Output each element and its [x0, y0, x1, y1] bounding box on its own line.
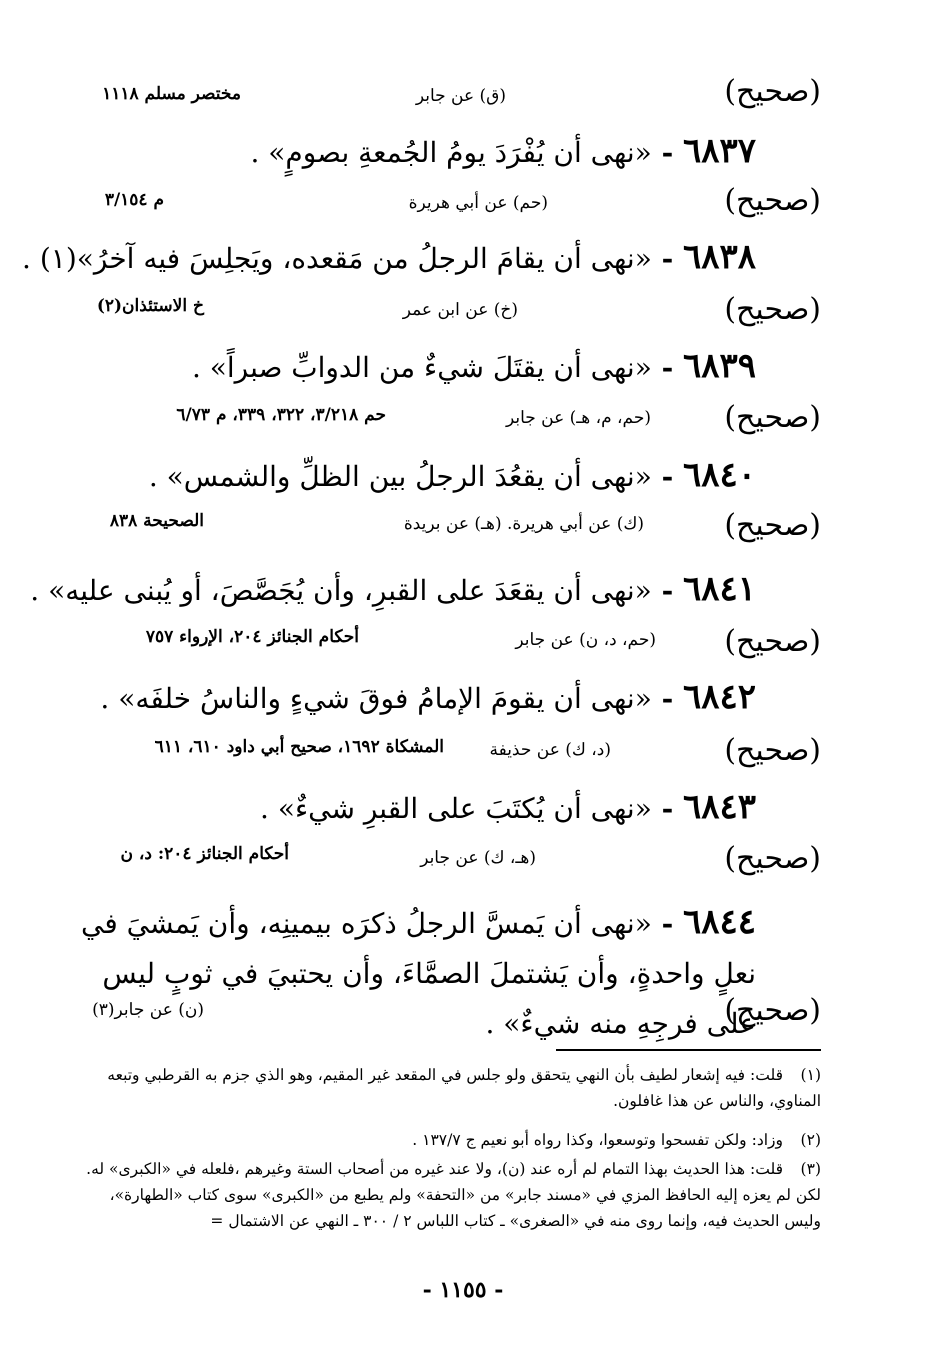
source-label: (خ) عن ابن عمر — [402, 300, 518, 320]
grade-label: (صحيح) — [724, 624, 821, 659]
reference-label: مختصر مسلم ١١١٨ — [102, 84, 241, 104]
source-label: (ق) عن جابر — [415, 86, 506, 106]
grade-label: (صحيح) — [724, 183, 821, 218]
hadith-number: ٦٨٣٩ — [682, 346, 756, 386]
page-number: - ١١٥٥ - — [422, 1277, 504, 1303]
footnote-3 — [79, 1156, 821, 1234]
hadith-6840: ٦٨٤٠ - «نهى أن يقعُدَ الرجلُ بين الظلِّ والشمس» . — [148, 455, 756, 495]
hadith-6842: ٦٨٤٢ - «نهى أن يقومَ الإمامُ فوقَ شيءٍ والناسُ خلفَه» . — [100, 677, 756, 717]
reference-label: المشكاة ١٦٩٢، صحيح أبي داود ٦١٠، ٦١١ — [154, 737, 444, 757]
hadith-text: «نهى أن يُفْرَدَ يومُ الجُمعةِ بصومٍ» . — [250, 136, 652, 169]
footnote-1 — [79, 1062, 821, 1114]
source-label: (ن) عن جابر(٣) — [92, 1000, 204, 1020]
hadith-number: ٦٨٤٣ — [682, 787, 756, 827]
source-label: (هـ، ك) عن جابر — [420, 848, 536, 868]
grade-label: (صحيح) — [724, 841, 821, 876]
source-label: (د، ك) عن حذيفة — [489, 740, 611, 760]
hadith-number: ٦٨٣٧ — [682, 131, 756, 171]
grade-label: (صحيح) — [724, 993, 821, 1028]
hadith-number: ٦٨٤٢ — [682, 677, 756, 717]
source-label: (حم) عن أبي هريرة — [408, 193, 548, 213]
hadith-number: ٦٨٤١ — [682, 569, 756, 609]
reference-label: أحكام الجنائز ٢٠٤: د، ن — [120, 844, 289, 864]
source-label: (ك) عن أبي هريرة. (هـ) عن بريدة — [403, 514, 644, 534]
hadith-number: ٦٨٣٨ — [682, 237, 756, 277]
grade-label: (صحيح) — [724, 508, 821, 543]
hadith-6843: ٦٨٤٣ - «نهى أن يُكتَبَ على القبرِ شيءٌ» . — [260, 787, 756, 827]
footnote-separator — [556, 1049, 821, 1051]
footnote-text: قلت: هذا الحديث بهذا التمام لم أره عند (ن)، ولا عند غيره من أصحاب الستة وغيرهم ،فلعله في «الكبرى» له. لكن لم يعزه إليه الحافظ المزي في «مسند جابر» من «التحفة» ولم يطبع من «الكبرى» سوى كتاب «الطهارة»، وليس الحديث فيه، وإنما روى منه في «الصغرى» ـ كتاب اللباس ٢ / ٣٠٠ ـ النهي عن الاشتمال = — [86, 1160, 821, 1230]
hadith-number: ٦٨٤٠ — [682, 455, 756, 495]
reference-label: الصحيحة ٨٣٨ — [109, 511, 204, 531]
reference-label: خ الاستئذان(٢) — [96, 296, 204, 316]
hadith-text: «نهى أن يقعُدَ الرجلُ بين الظلِّ والشمس» . — [148, 460, 652, 493]
hadith-6839: ٦٨٣٩ - «نهى أن يقتَلَ شيءٌ من الدوابِّ صبراً» . — [191, 346, 756, 386]
footnote-2 — [79, 1127, 821, 1153]
footnote-text: قلت: فيه إشعار لطيف بأن النهي يتحقق ولو جلس في المقعد غير المقيم، وهو الذي جزم به القرطبي وتبعه المناوي، والناس عن هذا غافلون. — [107, 1066, 821, 1110]
hadith-text: «نهى أن يقامَ الرجلُ من مَقعده، ويَجلِسَ فيه آخرُ»(١) . — [22, 242, 652, 275]
grade-label: (صحيح) — [724, 74, 821, 109]
hadith-number: ٦٨٤٤ — [682, 902, 756, 942]
footnote-mark: (١) — [800, 1066, 821, 1084]
hadith-6844: ٦٨٤٤ - «نهى أن يَمسَّ الرجلُ ذكرَه بيمينِه، وأن يَمشيَ في نعلٍ واحدةٍ، وأن يَشتملَ الصمَّاءَ، وأن يحتبيَ في ثوبٍ ليس على فرجِهِ منه شيءٌ» . — [80, 902, 756, 1040]
reference-label: حم ٣/٢١٨، ٣٢٢، ٣٣٩، م ٦/٧٣ — [176, 405, 386, 425]
grade-label: (صحيح) — [724, 400, 821, 435]
footnote-mark: (٢) — [800, 1131, 821, 1149]
footnote-mark: (٣) — [800, 1160, 821, 1178]
hadith-text: «نهى أن يُكتَبَ على القبرِ شيءٌ» . — [260, 792, 652, 825]
hadith-text: «نهى أن يقعَدَ على القبرِ، وأن يُجَصَّصَ، أو يُبنى عليه» . — [30, 574, 652, 607]
grade-label: (صحيح) — [724, 733, 821, 768]
hadith-text: «نهى أن يقتَلَ شيءٌ من الدوابِّ صبراً» . — [191, 351, 652, 384]
footnote-text: وزاد: ولكن تفسحوا وتوسعوا، وكذا رواه أبو نعيم ج ١٣٧/٧ . — [412, 1131, 783, 1149]
grade-label: (صحيح) — [724, 292, 821, 327]
source-label: (حم، د، ن) عن جابر — [515, 630, 656, 650]
reference-label: أحكام الجنائز ٢٠٤، الإرواء ٧٥٧ — [145, 627, 359, 647]
hadith-6838: ٦٨٣٨ - «نهى أن يقامَ الرجلُ من مَقعده، ويَجلِسَ فيه آخرُ»(١) . — [22, 237, 756, 277]
source-label: (حم، م، هـ) عن جابر — [505, 408, 651, 428]
hadith-text: «نهى أن يَمسَّ الرجلُ ذكرَه بيمينِه، وأن يَمشيَ في نعلٍ واحدةٍ، وأن يَشتملَ الصمَّاءَ، وأن يحتبيَ في ثوبٍ ليس على فرجِهِ منه شيءٌ» . — [80, 907, 756, 1040]
hadith-text: «نهى أن يقومَ الإمامُ فوقَ شيءٍ والناسُ خلفَه» . — [100, 682, 652, 715]
hadith-6841: ٦٨٤١ - «نهى أن يقعَدَ على القبرِ، وأن يُجَصَّصَ، أو يُبنى عليه» . — [30, 569, 756, 609]
hadith-6837: ٦٨٣٧ - «نهى أن يُفْرَدَ يومُ الجُمعةِ بصومٍ» . — [250, 131, 756, 171]
reference-label: م ٣/١٥٤ — [104, 190, 164, 210]
